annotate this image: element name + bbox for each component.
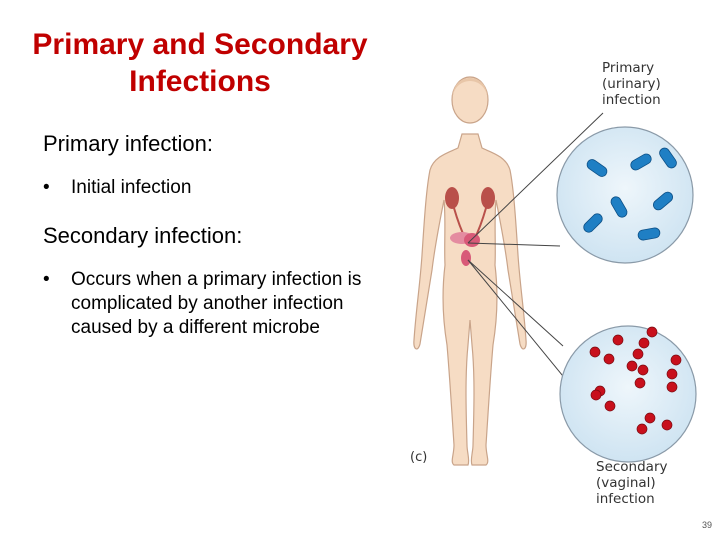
panel-letter-label: (c) xyxy=(410,450,428,465)
coccus xyxy=(633,349,643,359)
infection-illustration xyxy=(400,40,720,520)
slide-body xyxy=(43,130,403,340)
primary-infection-circle xyxy=(557,127,693,263)
coccus xyxy=(604,354,614,364)
secondary-infection-bullet xyxy=(43,268,403,340)
coccus xyxy=(647,327,657,337)
secondary-infection-heading: Secondary infection: xyxy=(43,223,243,248)
vagina xyxy=(461,250,471,266)
coccus xyxy=(667,382,677,392)
secondary-infection-circle xyxy=(560,326,696,462)
illustration-svg xyxy=(400,40,720,520)
bullet-dot: • xyxy=(43,177,50,198)
label-line: (vaginal) xyxy=(596,475,656,491)
label-line: Secondary xyxy=(596,459,668,475)
coccus xyxy=(591,390,601,400)
coccus xyxy=(667,369,677,379)
title-line-2: Infections xyxy=(129,65,271,98)
body-outline xyxy=(414,134,526,465)
coccus xyxy=(635,378,645,388)
primary-infection-bullet xyxy=(43,176,403,200)
right-kidney xyxy=(481,187,495,209)
human-body-figure xyxy=(414,77,526,465)
label-line: infection xyxy=(602,92,661,108)
coccus xyxy=(590,347,600,357)
coccus xyxy=(662,420,672,430)
title-line-1: Primary and Secondary xyxy=(32,28,368,61)
coccus xyxy=(627,361,637,371)
coccus xyxy=(645,413,655,423)
microscope-circle xyxy=(557,127,693,263)
coccus xyxy=(637,424,647,434)
coccus xyxy=(613,335,623,345)
primary-infection-bullet-text: Initial infection xyxy=(71,177,192,198)
coccus xyxy=(671,355,681,365)
slide-title xyxy=(14,26,386,100)
secondary-infection-label xyxy=(596,459,668,507)
label-line: Primary xyxy=(602,60,655,76)
coccus xyxy=(639,338,649,348)
coccus xyxy=(638,365,648,375)
primary-infection-heading: Primary infection: xyxy=(43,131,213,156)
microscope-circle xyxy=(560,326,696,462)
left-kidney xyxy=(445,187,459,209)
secondary-infection-bullet-text: Occurs when a primary infection is complicated by another infection caused by a different microbe xyxy=(71,269,362,338)
label-line: (urinary) xyxy=(602,76,661,92)
bladder xyxy=(464,233,480,247)
label-line: infection xyxy=(596,491,655,507)
primary-infection-label xyxy=(602,60,661,108)
page-number: 39 xyxy=(701,520,712,530)
coccus xyxy=(605,401,615,411)
bullet-dot: • xyxy=(43,269,50,290)
